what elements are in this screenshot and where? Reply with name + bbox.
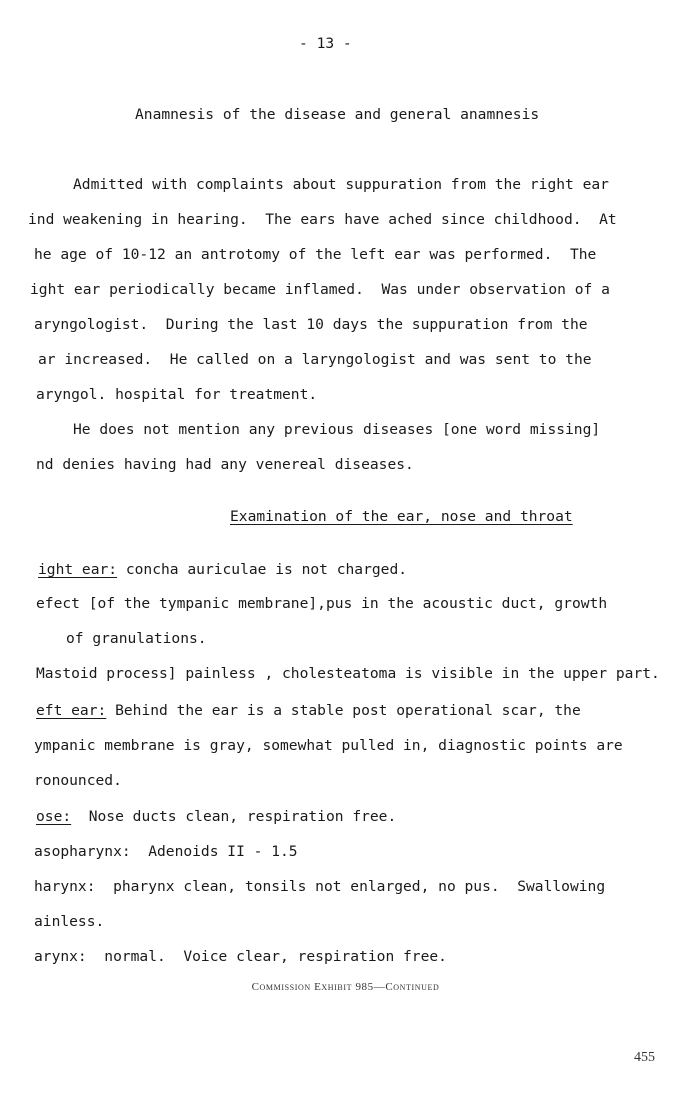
text-line: He does not mention any previous diseases [one word missing]: [73, 421, 601, 438]
right-ear-label: ight ear:: [38, 561, 118, 578]
text-line: asopharynx: Adenoids II - 1.5: [34, 843, 298, 860]
text-line: harynx: pharynx clean, tonsils not enlarged, no pus. Swallowing: [34, 878, 606, 895]
text-line: aryngologist. During the last 10 days the suppuration from the: [34, 316, 588, 333]
nose-text: Nose ducts clean, respiration free.: [71, 808, 397, 825]
exhibit-caption: Commission Exhibit 985—Continued: [251, 981, 440, 993]
left-ear-text: Behind the ear is a stable post operational scar, the: [106, 702, 581, 719]
right-ear-line: [38, 561, 407, 579]
text-line: Admitted with complaints about suppuration from the right ear: [73, 176, 609, 193]
text-line: ar increased. He called on a laryngologist and was sent to the: [38, 351, 592, 368]
text-line: he age of 10-12 an antrotomy of the left ear was performed. The: [34, 246, 597, 263]
left-ear-line: [36, 702, 581, 720]
section-heading: Examination of the ear, nose and throat: [230, 508, 573, 525]
document-title: Anamnesis of the disease and general anamnesis: [135, 106, 540, 123]
left-ear-label: eft ear:: [36, 702, 107, 719]
nose-label: ose:: [36, 808, 72, 825]
page-number: 455: [634, 1050, 655, 1065]
text-line: ainless.: [34, 913, 105, 930]
text-line: efect [of the tympanic membrane],pus in the acoustic duct, growth: [36, 595, 608, 612]
right-ear-text: concha auriculae is not charged.: [117, 561, 408, 578]
text-line: Mastoid process] painless , cholesteatoma is visible in the upper part.: [36, 665, 660, 682]
text-line: ight ear periodically became inflamed. Was under observation of a: [30, 281, 610, 298]
text-line: ympanic membrane is gray, somewhat pulled in, diagnostic points are: [34, 737, 623, 754]
text-line: ronounced.: [34, 772, 122, 789]
page-header: - 13 -: [299, 35, 352, 52]
text-line: arynx: normal. Voice clear, respiration free.: [34, 948, 447, 965]
text-line: of granulations.: [66, 630, 207, 647]
nose-line: [36, 808, 396, 826]
text-line: ind weakening in hearing. The ears have ached since childhood. At: [28, 211, 617, 228]
text-line: nd denies having had any venereal diseases.: [36, 456, 414, 473]
text-line: aryngol. hospital for treatment.: [36, 386, 318, 403]
